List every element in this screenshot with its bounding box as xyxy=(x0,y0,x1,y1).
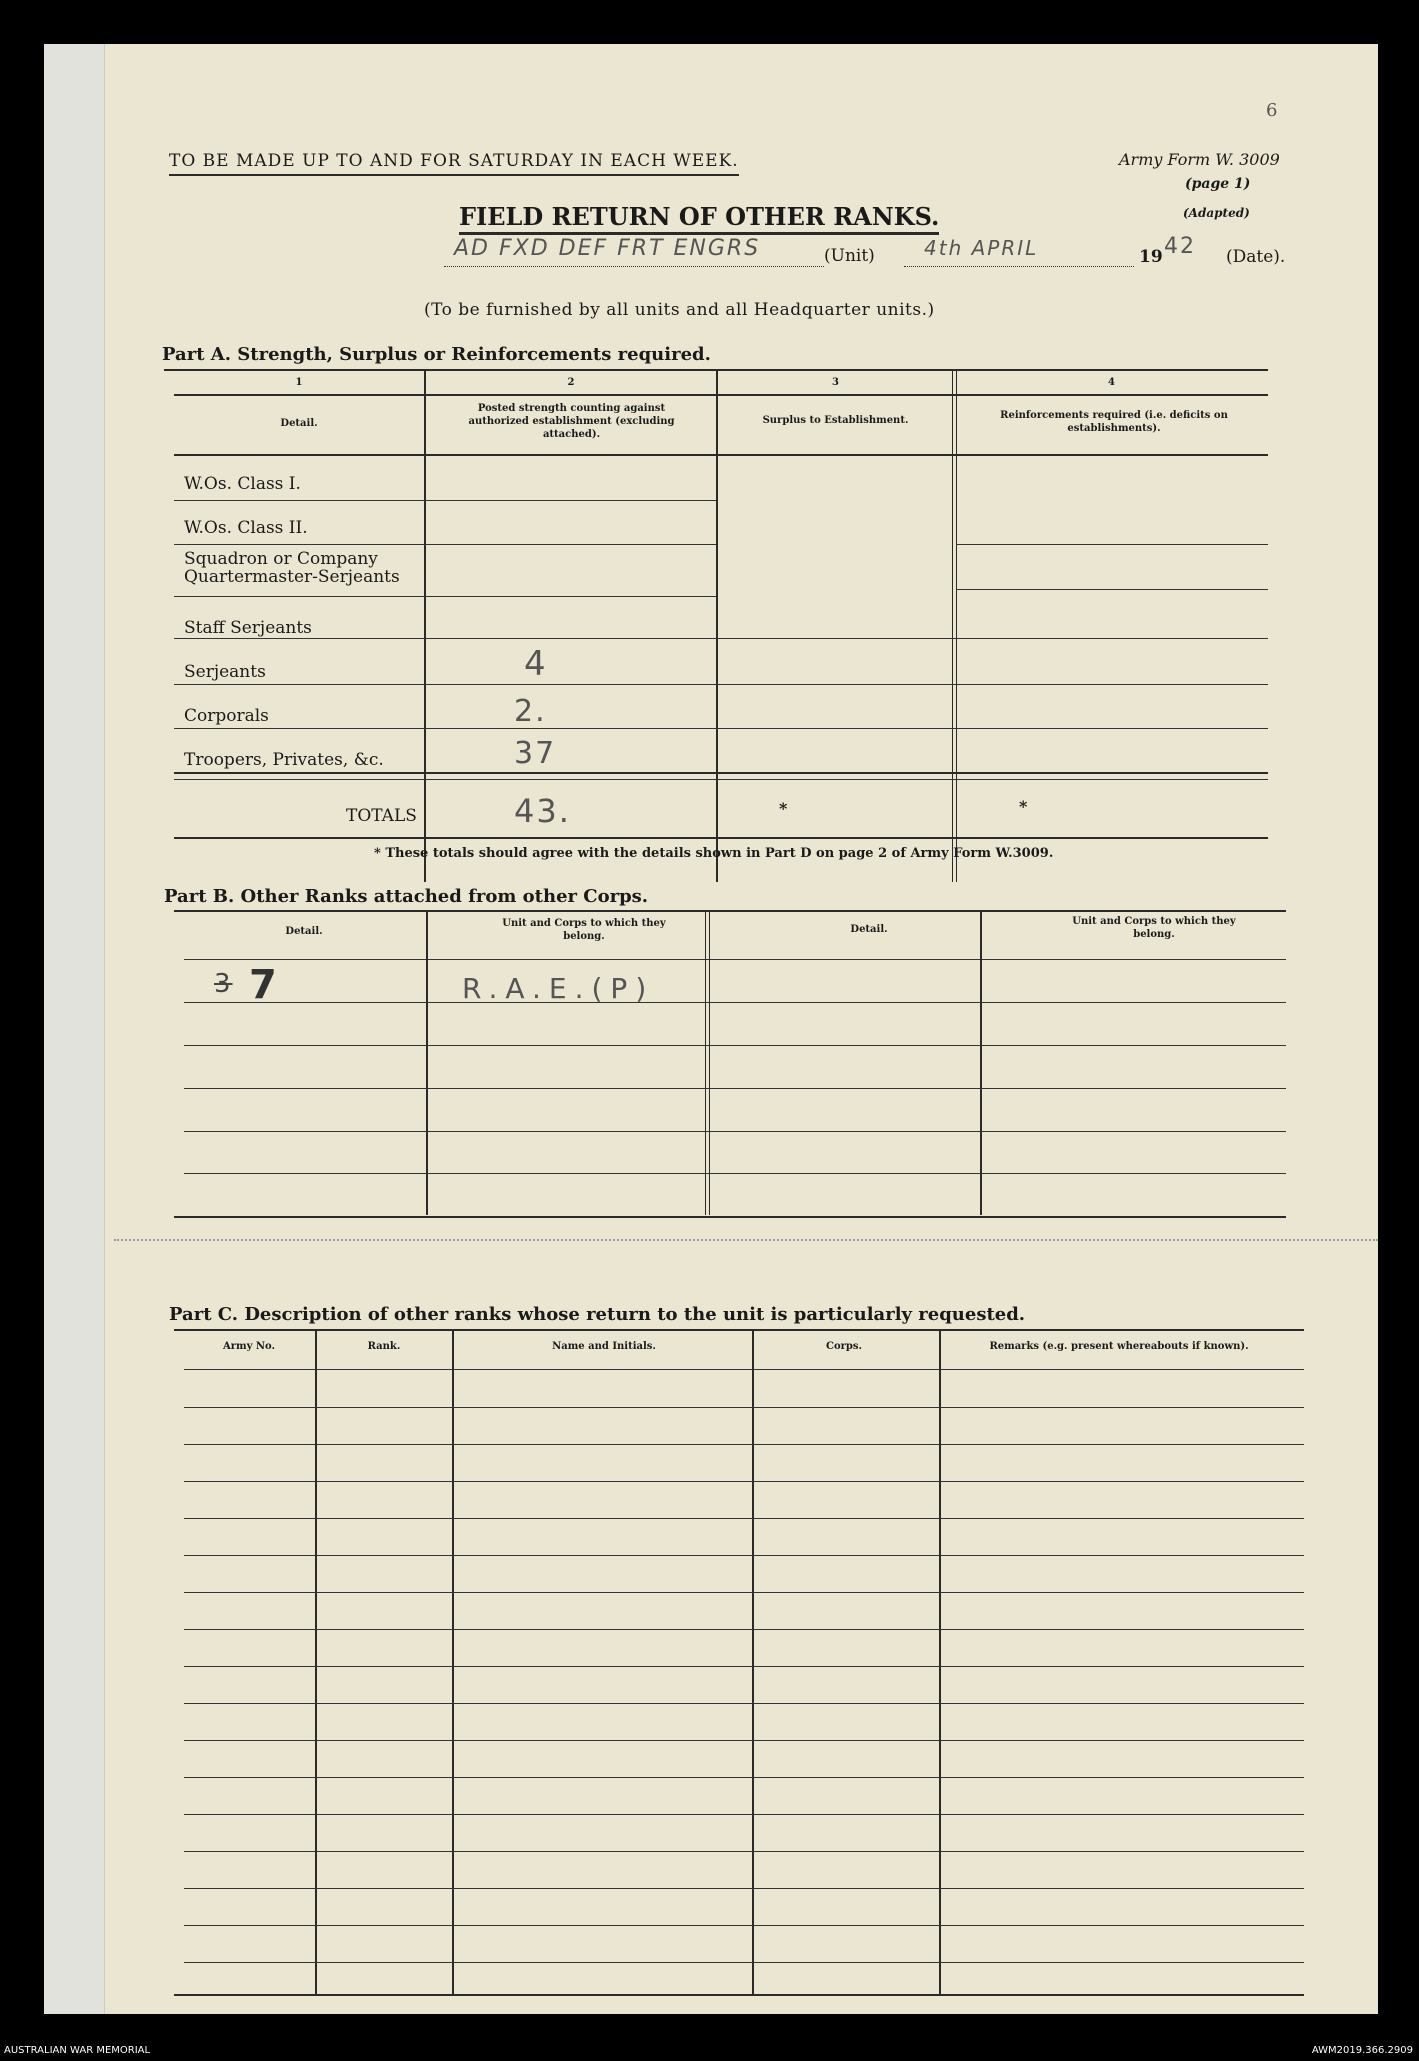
part-c-col-corps: Corps. xyxy=(825,1341,862,1352)
part-b-col-detail-2: Detail. xyxy=(850,924,888,935)
page-mark: 6 xyxy=(1266,100,1278,121)
part-a-divider-2 xyxy=(716,370,718,882)
row-label-wo-class-2: W.Os. Class II. xyxy=(184,518,308,538)
date-label: (Date). xyxy=(1226,247,1286,267)
part-c-row-rule xyxy=(184,1407,1304,1408)
part-c-bottom-rule xyxy=(174,1994,1304,1996)
part-c-divider-1 xyxy=(315,1330,317,1995)
part-b-row-rule xyxy=(184,1173,1286,1174)
part-c-row-rule xyxy=(184,1666,1304,1667)
part-b-divider-3 xyxy=(980,911,982,1215)
part-c-row-rule xyxy=(184,1555,1304,1556)
part-b-row-rule xyxy=(184,1088,1286,1089)
part-c-row-rule xyxy=(184,1703,1304,1704)
col-number-1: 1 xyxy=(295,377,303,388)
totals-label: TOTALS xyxy=(346,806,417,826)
part-c-row-rule xyxy=(184,1518,1304,1519)
binding-strip xyxy=(44,44,105,2014)
totals-surplus-mark: * xyxy=(779,799,788,818)
unit-entry: AD FXD DEF FRT ENGRS xyxy=(454,236,761,261)
row-rule xyxy=(956,589,1268,590)
col-number-3: 3 xyxy=(832,377,839,388)
row-rule xyxy=(174,684,1268,685)
col-number-2: 2 xyxy=(567,377,575,388)
part-c-row-rule xyxy=(184,1888,1304,1889)
year-prefix: 19 xyxy=(1139,247,1163,267)
part-c-divider-3 xyxy=(752,1330,754,1995)
part-a-footnote: * These totals should agree with the details shown in Part D on page 2 of Army Form W.3009. xyxy=(374,846,1054,861)
unit-label: (Unit) xyxy=(824,246,875,266)
part-c-col-army-no: Army No. xyxy=(222,1341,276,1352)
row-label-corporals: Corporals xyxy=(184,706,269,726)
part-b-divider-2 xyxy=(705,911,710,1215)
footer-accession: AWM2019.366.2909 xyxy=(1311,2045,1413,2056)
col-number-4: 4 xyxy=(1108,377,1115,388)
col-header-detail: Detail. xyxy=(280,418,318,429)
part-c-row-rule xyxy=(184,1592,1304,1593)
row-label-serjeants: Serjeants xyxy=(184,662,266,682)
instruction-text: TO BE MADE UP TO AND FOR SATURDAY IN EACH WEEK. xyxy=(169,151,739,176)
part-a-bottom-rule xyxy=(174,837,1268,839)
perforation-line xyxy=(114,1239,1378,1241)
totals-top-rule-2 xyxy=(174,779,1268,780)
part-b-bottom-rule xyxy=(174,1216,1286,1218)
part-b-header-rule xyxy=(184,959,1286,960)
part-c-row-rule xyxy=(184,1962,1304,1963)
part-b-row-rule xyxy=(184,1002,1286,1003)
unit-dotted-line xyxy=(444,266,824,267)
part-b-title: Part B. Other Ranks attached from other Corps. xyxy=(164,886,649,907)
form-sheet xyxy=(44,44,1378,2014)
part-c-col-rank: Rank. xyxy=(367,1341,401,1352)
part-c-row-rule xyxy=(184,1925,1304,1926)
posted-corporals: 2. xyxy=(514,694,547,729)
part-c-divider-2 xyxy=(452,1330,454,1995)
part-c-col-remarks: Remarks (e.g. present whereabouts if known). xyxy=(989,1341,1249,1352)
part-b-divider-1 xyxy=(426,911,428,1215)
part-c-top-rule xyxy=(174,1329,1304,1331)
date-dotted-line xyxy=(904,266,1134,267)
row-rule xyxy=(174,638,1268,639)
posted-troopers: 37 xyxy=(514,736,557,771)
page-number: (page 1) xyxy=(1185,176,1251,192)
part-b-col-unit-1: Unit and Corps to which they belong. xyxy=(502,918,666,942)
date-entry: 4th APRIL xyxy=(924,236,1039,260)
part-c-row-rule xyxy=(184,1851,1304,1852)
part-b-col-detail-1: Detail. xyxy=(285,926,323,937)
totals-posted: 43. xyxy=(514,792,571,830)
row-label-wo-class-1: W.Os. Class I. xyxy=(184,474,301,494)
totals-reinforcements-mark: * xyxy=(1019,797,1028,816)
part-c-row-rule xyxy=(184,1740,1304,1741)
col-header-surplus: Surplus to Establishment. xyxy=(762,415,909,426)
part-c-row-rule xyxy=(184,1629,1304,1630)
part-a-numbers-rule xyxy=(174,394,1268,396)
row-rule xyxy=(174,728,1268,729)
part-c-row-rule xyxy=(184,1777,1304,1778)
row-rule xyxy=(956,544,1268,545)
col-header-reinforcements: Reinforcements required (i.e. deficits on establishments). xyxy=(1000,410,1228,434)
part-a-divider-1 xyxy=(424,370,426,882)
form-reference: Army Form W. 3009 xyxy=(1119,150,1280,169)
part-c-row-rule xyxy=(184,1814,1304,1815)
row-rule xyxy=(174,544,716,545)
part-c-row-rule xyxy=(184,1444,1304,1445)
part-a-header-rule xyxy=(174,454,1268,456)
form-title: FIELD RETURN OF OTHER RANKS. xyxy=(459,202,939,235)
part-b-row-rule xyxy=(184,1131,1286,1132)
part-a-divider-3 xyxy=(952,370,957,882)
posted-serjeants: 4 xyxy=(524,644,548,684)
row-label-staff-serjeants: Staff Serjeants xyxy=(184,618,312,638)
part-b-entry-unit: R.A.E.(P) xyxy=(462,972,655,1005)
totals-top-rule xyxy=(174,772,1268,774)
col-header-posted: Posted strength counting against authorized establishment (excluding attached). xyxy=(468,403,675,440)
part-c-divider-4 xyxy=(939,1330,941,1995)
part-c-row-rule xyxy=(184,1481,1304,1482)
subtitle: (To be furnished by all units and all Headquarter units.) xyxy=(424,300,935,320)
row-rule xyxy=(174,500,716,501)
part-b-entry-detail: 7 xyxy=(249,962,277,1008)
part-b-entry-detail-struck: 3 xyxy=(214,969,233,999)
footer-credit: AUSTRALIAN WAR MEMORIAL xyxy=(4,2045,151,2056)
part-a-title: Part A. Strength, Surplus or Reinforcements required. xyxy=(162,344,711,365)
row-rule xyxy=(174,596,716,597)
part-c-col-name: Name and Initials. xyxy=(552,1341,656,1352)
part-b-col-unit-2: Unit and Corps to which they belong. xyxy=(1072,916,1236,940)
row-label-troopers: Troopers, Privates, &c. xyxy=(184,750,384,770)
year-entry: 42 xyxy=(1164,234,1196,259)
row-label-cqms: Squadron or Company Quartermaster-Serjeants xyxy=(184,549,400,587)
part-b-row-rule xyxy=(184,1045,1286,1046)
part-c-title: Part C. Description of other ranks whose return to the unit is particularly requested. xyxy=(169,1304,1026,1325)
part-b-top-rule xyxy=(174,910,1286,912)
adapted-note: (Adapted) xyxy=(1183,206,1250,220)
part-c-header-rule xyxy=(184,1369,1304,1370)
